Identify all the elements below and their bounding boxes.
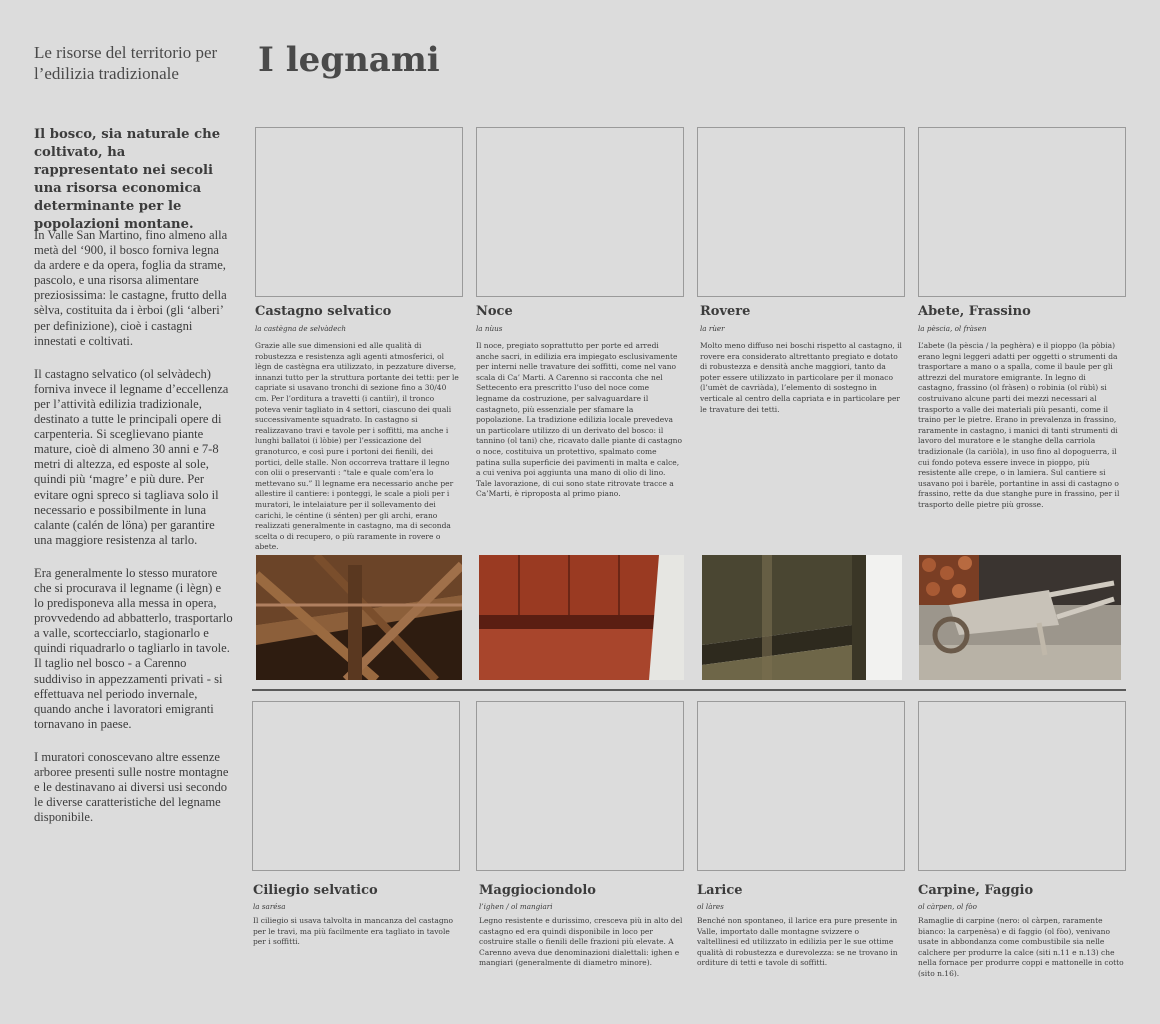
card-title: Abete, Frassino — [918, 304, 1031, 319]
wood-card-chestnut — [255, 304, 461, 553]
sidebar-paragraph: Era generalmente lo stesso muratore che si procurava il legname (i lègn) e lo predisponeva alla messa in opera, provvedendo ad abbatterlo, trasportarlo a valle, scortecciarlo, stagionarlo e quindi riquadrarlo o tagliarlo in tavole. Il taglio nel bosco - a Carenno suddiviso in appezzamenti privati - si effettuava nel periodo invernale, quando anche i lavoratori emigranti tornavano in paese. — [34, 565, 233, 731]
wood-card-fir-ash — [918, 304, 1124, 511]
card-text: Il noce, pregiato soprattutto per porte ed arredi anche sacri, in edilizia era impiegato esclusivamente per interni nelle travature dei soffitti, come nel vano scala di Ca’ Marti. A Carenno si racconta che nel Settecento era prescritto l’uso del noce come legname da costruzione, per salvaguardare il castagneto, più essenziale per sfamare la popolazione. La tradizione edilizia locale prevedeva un particolare utilizzo di un derivato del bosco: il tannino (ol tani) che, ricavato dalle piante di castagno o noce, costituiva un protettivo, spalmato come patina sulla superficie dei pavimenti in malta e calce, a cui veniva poi aggiunta una mano di olio di lino. Tale lavorazione, di cui sono state ritrovate tracce a Ca’Marti, è riproposta al primo piano. — [476, 341, 683, 499]
page-title: I legnami — [258, 40, 440, 80]
wooden-ceiling-photo — [479, 555, 684, 680]
roof-truss-photo — [256, 555, 462, 680]
image-frame — [476, 701, 684, 871]
wheelbarrow-photo — [919, 555, 1121, 680]
card-dialect-name: la nùus — [476, 324, 503, 333]
oak-beam-photo — [702, 555, 902, 680]
card-text: Benché non spontaneo, il larice era pure presente in Valle, importato dalle montagne svizzere o valtellinesi ed utilizzato in edilizia per le sue ottime qualità di robustezza e durevolezza: se ne trovano in orditure di tetti e tavole di soffitti. — [697, 916, 898, 968]
wood-card-laburnum — [479, 883, 683, 969]
card-dialect-name: ol càrpen, ol fòo — [918, 902, 977, 911]
card-text: Legno resistente e durissimo, cresceva più in alto del castagno ed era quindi disponibile in loco per costruire stalle o fienili delle frazioni più elevate. A Carenno aveva due denominazioni dialettali: ighen e mangiari (generalmente di diametro minore). — [479, 916, 683, 968]
card-dialect-name: la sarésa — [253, 902, 286, 911]
card-title: Rovere — [700, 304, 751, 319]
card-text: Molto meno diffuso nei boschi rispetto al castagno, il rovere era considerato altrettanto pregiato e dotato di robustezza e densità anche maggiori, tanto da poter essere utilizzato in particolare per il monaco (l’umèt de cavriàda), l’elemento di sostegno in verticale al centro della capriata e in particolare per le travature dei tetti. — [700, 341, 902, 414]
card-dialect-name: ol làres — [697, 902, 724, 911]
card-title: Ciliegio selvatico — [253, 883, 378, 898]
sidebar-paragraph: Il castagno selvatico (ol selvàdech) forniva invece il legname d’eccellenza per l’attività edilizia tradizionale, destinato a tutte le principali opere di carpenteria. Si sceglievano piante mature, cioè di almeno 30 anni e 7-8 metri di altezza, ed esposte al sole, quindi più ‘magre’ e più dure. Per evitare ogni spreco si tagliava solo il necessario e possibilmente in luna calante (calén de löna) per garantire una maggiore resistenza al tarlo. — [34, 366, 229, 547]
image-frame — [918, 127, 1126, 297]
card-text: L’abete (la pèscia / la peghèra) e il pioppo (la pòbia) erano legni leggeri adatti per oggetti o strumenti da trasportare a mano o a spalla, come il baule per gli attrezzi del muratore emigrante. In legno di castagno, frassino (ol fràsen) o robinia (ol rùbì) si costruivano alcune parti dei mezzi necessari al trasporto a valle dei materiali più pesanti, come il traino per le pietre. Erano in prevalenza in frassino, raramente in castagno, i manici di tanti strumenti di lavoro del muratore e le stanghe della carriola tradizionale (la cariòla), in uso fino al dopoguerra, il cui fondo poteva essere invece in pioppo, più resistente alle crepe, o in lamiera. Sul cantiere si usavano poi i barèle, portantine in assi di castagno o frassino, rette da due stanghe pure in frassino, per il trasporto delle pietre più grosse. — [918, 341, 1120, 509]
page-subtitle: Le risorse del territorio per l’edilizia tradizionale — [34, 43, 218, 83]
intro-statement: Il bosco, sia naturale che coltivato, ha rappresentato nei secoli una risorsa economica determinante per le popolazioni montane. — [34, 127, 221, 232]
card-title: Castagno selvatico — [255, 304, 392, 319]
image-frame — [476, 127, 684, 297]
card-text: Ramaglie di carpine (nero: ol càrpen, raramente bianco: la carpenèsa) e di faggio (ol fòo), venivano usate in abbondanza come combustibile sia nelle calchere per produrre la calce (siti n.11 e n.13) che nella fornace per produrre coppi e mattonelle in cotto (sito n.16). — [918, 916, 1124, 978]
image-frame — [255, 127, 463, 297]
sidebar-paragraph: I muratori conoscevano altre essenze arboree presenti sulle nostre montagne e le destinavano ai diversi usi secondo le diverse caratteristiche del legname disponibile. — [34, 749, 229, 825]
card-title: Larice — [697, 883, 743, 898]
card-dialect-name: la pèscia, ol fràsen — [918, 324, 987, 333]
card-title: Noce — [476, 304, 513, 319]
image-frame — [697, 701, 905, 871]
wood-card-walnut — [476, 304, 682, 500]
card-dialect-name: la rùer — [700, 324, 725, 333]
image-frame — [252, 701, 460, 871]
card-dialect-name: l’ighen / ol mangiari — [479, 902, 553, 911]
card-text: Il ciliegio si usava talvolta in mancanza del castagno per le travi, ma più facilmente era tagliato in tavole per i soffitti. — [253, 916, 453, 947]
section-divider — [252, 689, 1126, 691]
sidebar-paragraph: In Valle San Martino, fino almeno alla metà del ‘900, il bosco forniva legna da ardere e da opera, foglia da strame, pascolo, e una risorsa alimentare preziosissima: le castagne, frutto della sèlva, costituita da i èrboi (gli ‘alberi’ per definizione), cioè i castagni innestati e coltivati. — [34, 228, 228, 348]
wood-card-larch — [697, 883, 901, 969]
card-dialect-name: la castègna de selvàdech — [255, 324, 347, 333]
card-text: Grazie alle sue dimensioni ed alle qualità di robustezza e resistenza agli agenti atmosferici, ol lègn de castègna era utilizzato, in pezzature diverse, innanzi tutto per la struttura portante dei tetti: per le capriate si usavano tronchi di sezione fino a 30/40 cm. Per l’orditura a travetti (i cantiìr), il tronco poteva venir tagliato in 4 settori, ciascuno dei quali successivamente squadrato. In castagno si realizzavano travi e tavole per i soffitti, ma anche i lunghi ballatoi (i lòbie) per l’essicazione del granoturco, e così pure i portoni dei fienili, dei portici, delle stalle. Non occorreva trattare il legno con olii o preservanti : “tale e quale com’era lo mettevano su.” Il legname era necessario anche per allestire il cantiere: i ponteggi, le scale a pioli per i muratori, le intelaiature per il sollevamento dei carichi, le céntine (i sénten) per gli archi, erano realizzati generalmente in castagno, ma di seconda scelta o di recupero, o più raramente in rovere o abete. — [255, 341, 459, 552]
wood-card-oak — [700, 304, 902, 415]
sidebar-text — [34, 228, 234, 843]
image-frame — [918, 701, 1126, 871]
wood-card-hornbeam-beech — [918, 883, 1124, 980]
image-frame — [697, 127, 905, 297]
card-title: Carpine, Faggio — [918, 883, 1034, 898]
wood-card-wild-cherry — [253, 883, 459, 948]
card-title: Maggiociondolo — [479, 883, 596, 898]
